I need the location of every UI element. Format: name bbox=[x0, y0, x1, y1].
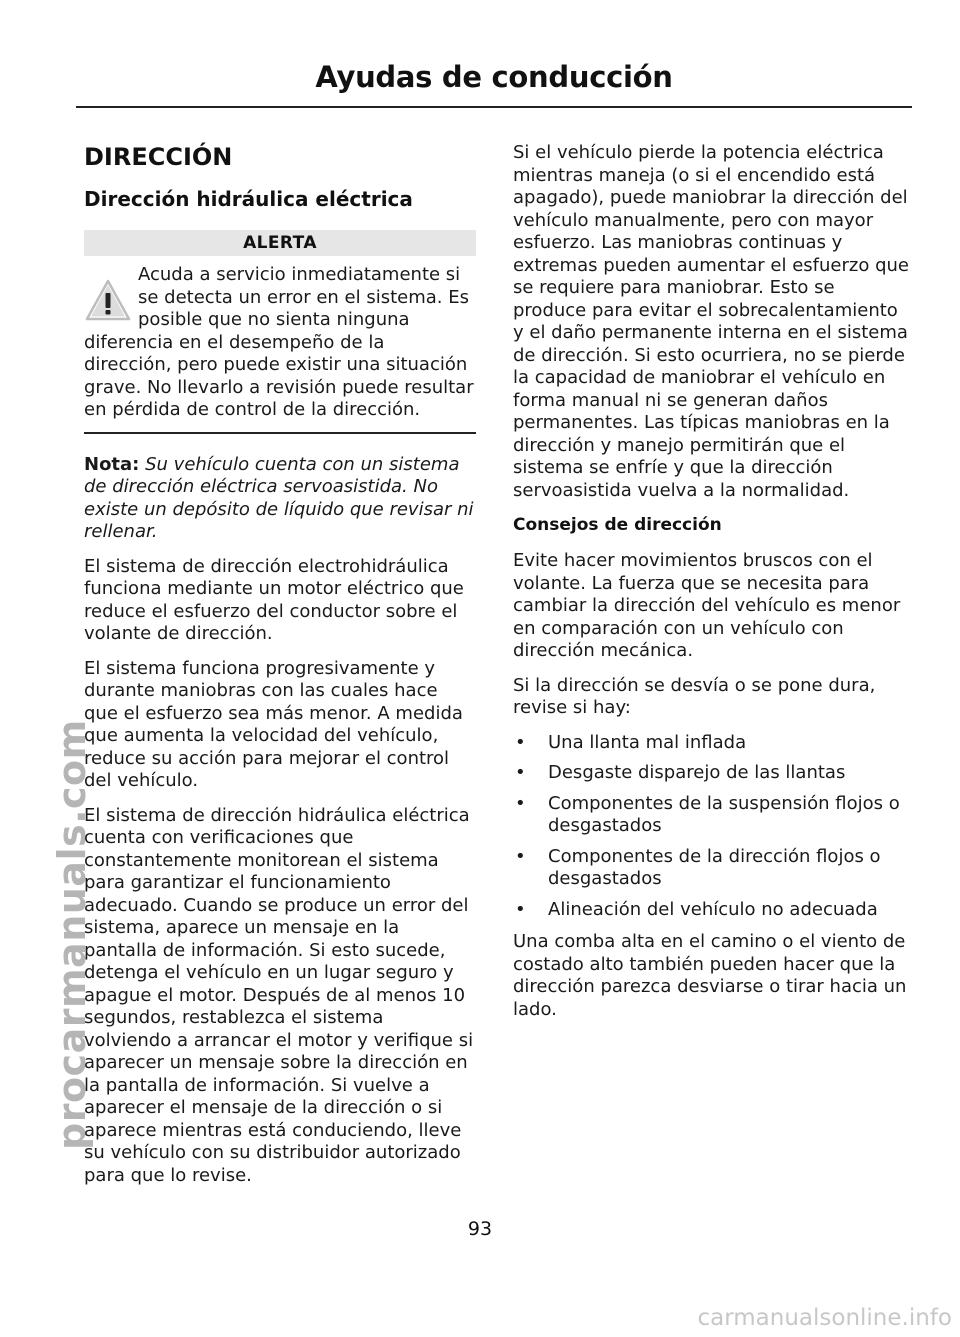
note bbox=[84, 454, 476, 544]
bottom-watermark: carmanualsonline.info bbox=[697, 1305, 952, 1331]
warning-divider bbox=[84, 432, 476, 434]
warning-triangle-icon bbox=[84, 278, 132, 322]
page-number: 93 bbox=[467, 1218, 493, 1240]
paragraph-system-checks: El sistema de dirección hidráulica eléctrica cuenta con verificaciones que constantemente monitorean el sistema para garantizar el funcionamiento adecuado. Cuando se produce un error del sistema, aparece un mensaje en la pantalla de información. Si esto sucede, detenga el vehículo en un lugar seguro y apague el motor. Después de al menos 10 segundos, restablezca el sistema volviendo a arrancar el motor y verifique si aparecer un mensaje sobre la dirección en la pantalla de información. Si vuelve a aparecer el mensaje de la dirección o si aparece mientras está conduciendo, lleve su vehículo con su distribuidor autorizado para que lo revise. bbox=[84, 804, 474, 1186]
note-label: Nota: bbox=[84, 453, 140, 475]
subheading-steering-tips: Consejos de dirección bbox=[513, 515, 722, 535]
side-watermark: procarmanuals.com bbox=[50, 719, 94, 1150]
check-list bbox=[513, 732, 911, 922]
warning-box bbox=[84, 230, 476, 434]
note-text: Su vehículo cuenta con un sistema de dirección eléctrica servoasistida. No existe un depósito de líquido que revisar ni rellenar. bbox=[84, 453, 474, 542]
left-column bbox=[84, 142, 476, 1199]
paragraph-progressive: El sistema funciona progresivamente y durante maniobras con las cuales hace que el esfuerzo sea más menor. A medida que aumenta la velocidad del vehículo, reduce su acción para mejorar el control del vehículo. bbox=[84, 657, 463, 791]
header-divider bbox=[76, 106, 912, 108]
bullet: • bbox=[515, 762, 526, 783]
bullet: • bbox=[515, 731, 526, 753]
list-item: • Componentes de la dirección flojos o desgastados bbox=[515, 845, 881, 889]
paragraph-avoid-sudden: Evite hacer movimientos bruscos con el volante. La fuerza que se necesita para cambiar la dirección del vehículo es menor en comparación con un vehículo con dirección mecánica. bbox=[513, 550, 901, 661]
paragraph-electrohydraulic: El sistema de dirección electrohidráulica funciona mediante un motor eléctrico que reduce el esfuerzo del conductor sobre el volante de dirección. bbox=[84, 555, 464, 644]
subsection-title: Dirección hidráulica eléctrica bbox=[84, 187, 413, 211]
list-item: • Componentes de la suspensión flojos o desgastados bbox=[515, 792, 900, 836]
paragraph-road-crown: Una comba alta en el camino o el viento de costado alto también pueden hacer que la dirección parezca desviarse o tirar hacia un lado. bbox=[513, 931, 907, 1020]
section-title: DIRECCIÓN bbox=[84, 143, 233, 171]
paragraph-power-loss: Si el vehículo pierde la potencia eléctrica mientras maneja (o si el encendido está apagado), puede maniobrar la dirección del vehículo manualmente, pero con mayor esfuerzo. Las maniobras continuas y extremas pueden aumentar el esfuerzo que se requiere para maniobrar. Esto se produce para evitar el sobrecalentamiento y el daño permanente interna en el sistema de dirección. Si esto ocurriera, no se pierde la capacidad de maniobrar el vehículo en forma manual ni se generan daños permanentes. Las típicas maniobras en la dirección y manejo permitirán que el sistema se enfríe y que la dirección servoasistida vuelva a la normalidad. bbox=[513, 142, 909, 501]
list-item: • Alineación del vehículo no adecuada bbox=[515, 898, 878, 920]
paragraph-check-if: Si la dirección se desvía o se pone dura, revise si hay: bbox=[513, 674, 876, 718]
bullet: • bbox=[515, 792, 526, 814]
bullet: • bbox=[515, 898, 526, 920]
list-item: • Desgaste disparejo de las llantas bbox=[515, 762, 846, 783]
warning-body bbox=[84, 264, 476, 422]
warning-label: ALERTA bbox=[84, 230, 476, 256]
warning-text: Acuda a servicio inmediatamente si se detecta un error en el sistema. Es posible que no sienta ninguna diferencia en el desempeño de la dirección, pero puede existir una situación grave. No llevarlo a revisión puede resultar en pérdida de control de la dirección. bbox=[84, 264, 474, 420]
right-column bbox=[513, 142, 911, 1033]
page-title: Ayudas de conducción bbox=[315, 60, 673, 94]
list-item: • Una llanta mal inflada bbox=[515, 731, 747, 753]
bullet: • bbox=[515, 845, 526, 867]
